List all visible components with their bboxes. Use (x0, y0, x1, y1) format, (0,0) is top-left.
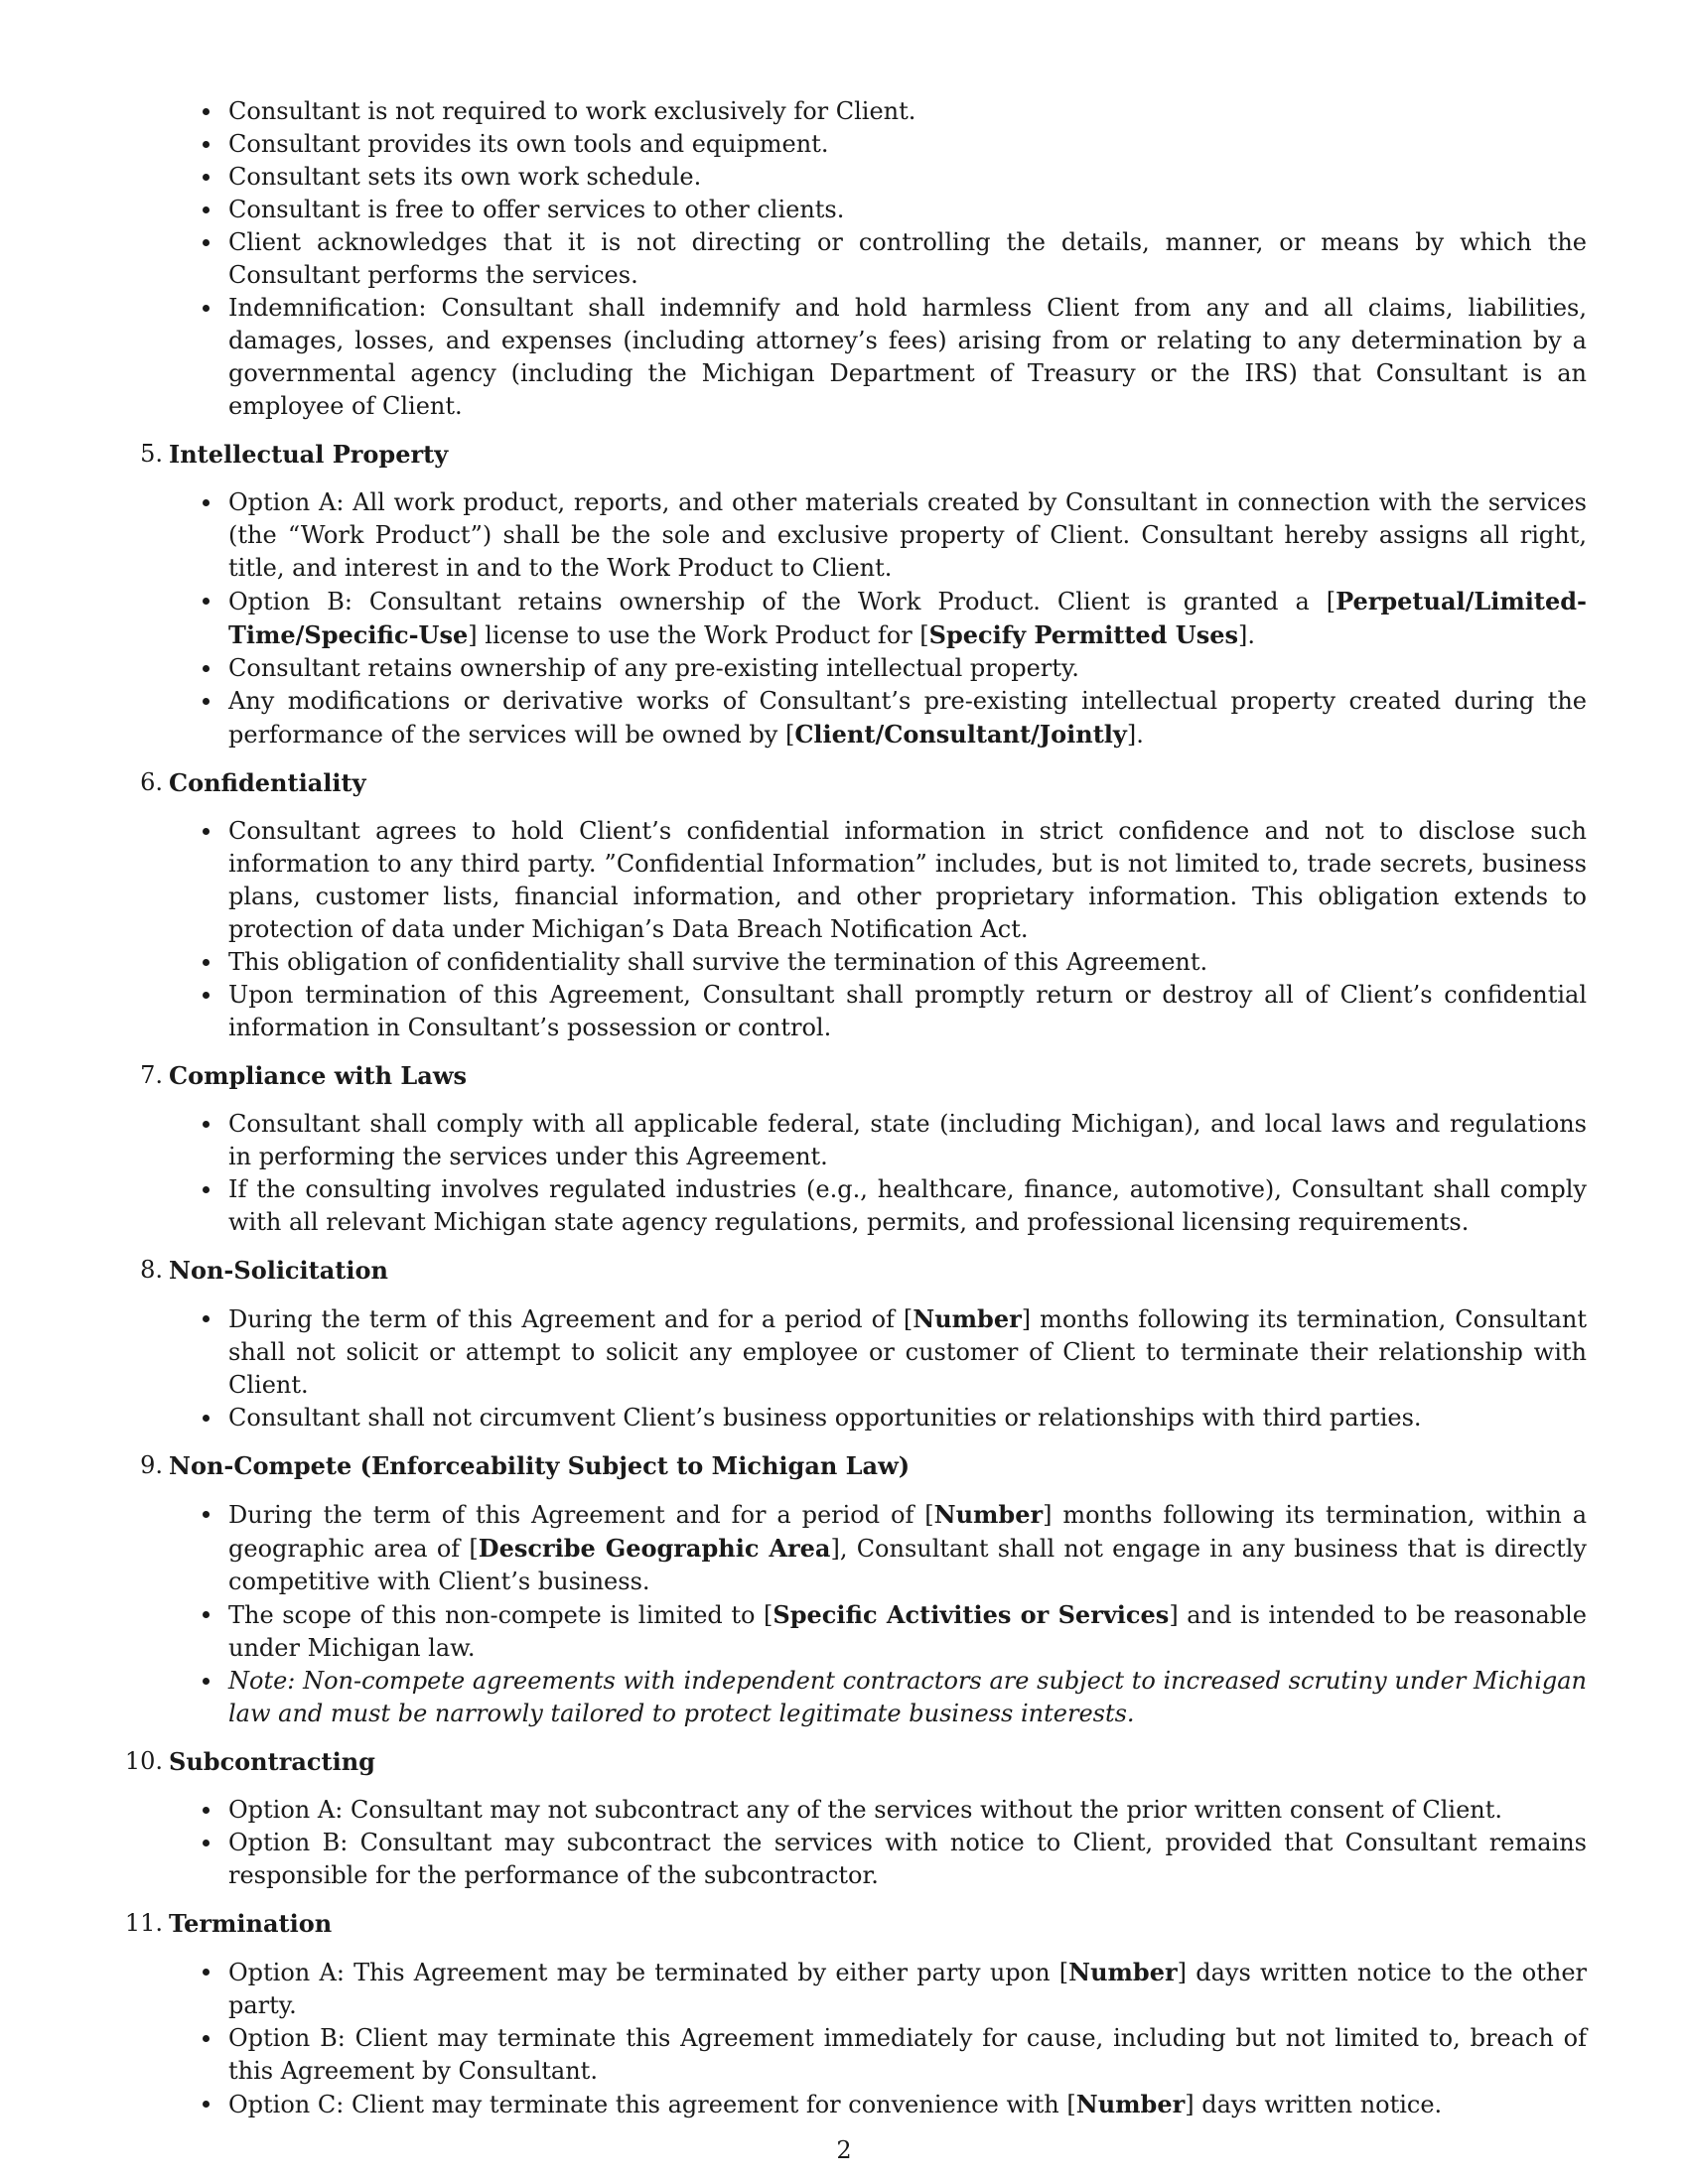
non-compete-list (169, 1498, 1587, 1730)
section-heading-intellectual-property (140, 438, 1587, 471)
independent-contractor-list (169, 95, 1587, 423)
section-title: Intellectual Property (169, 440, 449, 469)
list-item: During the term of this Agreement and for a period of [Number] months following its termination, within a geographic area of [Describe Geographic Area], Consultant shall not engage in any business that is directly competitive with Client’s business. (228, 1498, 1587, 1598)
section-number: 10. (124, 1747, 163, 1775)
list-item: During the term of this Agreement and for a period of [Number] months following its termination, Consultant shall not solicit or attempt to solicit any employee or customer of Client to terminate their relationship with Client. (228, 1302, 1587, 1402)
list-item: Consultant is not required to work exclusively for Client. (228, 95, 1587, 128)
list-item: Option C: Client may terminate this agreement for convenience with [Number] days written notice. (228, 2088, 1587, 2121)
confidentiality-list (169, 815, 1587, 1044)
section-title: Subcontracting (169, 1747, 375, 1776)
placeholder-geographic-area: Describe Geographic Area (478, 1534, 831, 1563)
placeholder-ownership: Client/Consultant/Jointly (794, 720, 1127, 749)
section-number: 8. (140, 1256, 163, 1284)
list-item: Upon termination of this Agreement, Consultant shall promptly return or destroy all of Client’s confidential information in Consultant’s possession or control. (228, 979, 1587, 1044)
placeholder-activities: Specific Activities or Services (773, 1600, 1170, 1629)
non-solicitation-list (169, 1302, 1587, 1434)
compliance-list (169, 1108, 1587, 1239)
termination-list (169, 1956, 1587, 2121)
list-item: Consultant provides its own tools and equipment. (228, 128, 1587, 161)
list-item: Option B: Client may terminate this Agreement immediately for cause, including but not limited to, breach of this Agreement by Consultant. (228, 2022, 1587, 2088)
list-item: Consultant retains ownership of any pre-existing intellectual property. (228, 652, 1587, 685)
intellectual-property-list (169, 486, 1587, 751)
list-item: Consultant is free to offer services to other clients. (228, 194, 1587, 226)
placeholder-permitted-uses: Specify Permitted Uses (928, 620, 1239, 649)
document-body (124, 95, 1588, 2121)
section-title: Non-Compete (Enforceability Subject to Michigan Law) (169, 1451, 911, 1480)
section-heading-termination (124, 1907, 1587, 1940)
section-number: 7. (140, 1061, 163, 1089)
section-heading-compliance (140, 1059, 1587, 1092)
section-heading-confidentiality (140, 766, 1587, 799)
list-item: This obligation of confidentiality shall survive the termination of this Agreement. (228, 946, 1587, 979)
section-title: Confidentiality (169, 768, 366, 797)
list-item: Indemnification: Consultant shall indemnify and hold harmless Client from any and all claims, liabilities, damages, losses, and expenses (including attorney’s fees) arising from or relating to any determination by a governmental agency (including the Michigan Department of Treasury or the IRS) that Consultant is an employee of Client. (228, 292, 1587, 423)
list-item: Consultant shall not circumvent Client’s business opportunities or relationships with third parties. (228, 1402, 1587, 1434)
section-title: Compliance with Laws (169, 1061, 468, 1090)
list-item-note: Note: Non-compete agreements with independent contractors are subject to increased scrutiny under Michigan law and must be narrowly tailored to protect legitimate business interests. (228, 1665, 1587, 1730)
list-item: Consultant sets its own work schedule. (228, 161, 1587, 194)
list-item: Option B: Consultant retains ownership of the Work Product. Client is granted a [Perpetual/Limited-Time/Specific-Use] license to use the Work Product for [Specify Permitted Uses]. (228, 585, 1587, 652)
list-item: Client acknowledges that it is not directing or controlling the details, manner, or means by which the Consultant performs the services. (228, 226, 1587, 292)
section-number: 6. (140, 768, 163, 796)
section-number: 5. (140, 440, 163, 468)
section-number: 11. (124, 1909, 163, 1937)
placeholder-number: Number (1075, 2090, 1186, 2118)
list-item: Option B: Consultant may subcontract the services with notice to Client, provided that Consultant remains responsible for the performance of the subcontractor. (228, 1827, 1587, 1892)
section-heading-non-solicitation (140, 1254, 1587, 1287)
section-heading-subcontracting (124, 1745, 1587, 1778)
list-item: If the consulting involves regulated industries (e.g., healthcare, finance, automotive), Consultant shall comply with all relevant Michigan state agency regulations, permits, and professional licensing requirements. (228, 1173, 1587, 1239)
list-item: Consultant agrees to hold Client’s confidential information in strict confidence and not to disclose such information to any third party. ”Confidential Information” includes, but is not limited to, trade secrets, business plans, customer lists, financial information, and other proprietary information. This obligation extends to protection of data under Michigan’s Data Breach Notification Act. (228, 815, 1587, 946)
list-item: The scope of this non-compete is limited to [Specific Activities or Services] and is intended to be reasonable under Michigan law. (228, 1598, 1587, 1665)
page-number: 2 (836, 2136, 852, 2164)
placeholder-number: Number (1068, 1958, 1178, 1986)
list-item: Option A: All work product, reports, and other materials created by Consultant in connection with the services (the “Work Product”) shall be the sole and exclusive property of Client. Consultant hereby assigns all right, title, and interest in and to the Work Product to Client. (228, 486, 1587, 585)
list-item: Consultant shall comply with all applicable federal, state (including Michigan), and local laws and regulations in performing the services under this Agreement. (228, 1108, 1587, 1173)
list-item: Option A: Consultant may not subcontract any of the services without the prior written consent of Client. (228, 1794, 1587, 1827)
section-title: Termination (169, 1909, 333, 1938)
list-item: Any modifications or derivative works of Consultant’s pre-existing intellectual property created during the performance of the services will be owned by [Client/Consultant/Jointly]. (228, 685, 1587, 751)
section-heading-non-compete (140, 1449, 1587, 1482)
section-title: Non-Solicitation (169, 1256, 388, 1285)
placeholder-number: Number (913, 1304, 1022, 1333)
placeholder-license-type: Perpetual/Limited-Time/Specific-Use (228, 587, 1587, 649)
list-item: Option A: This Agreement may be terminated by either party upon [Number] days written notice to the other party. (228, 1956, 1587, 2022)
section-number: 9. (140, 1451, 163, 1479)
subcontracting-list (169, 1794, 1587, 1892)
placeholder-number: Number (933, 1500, 1044, 1529)
